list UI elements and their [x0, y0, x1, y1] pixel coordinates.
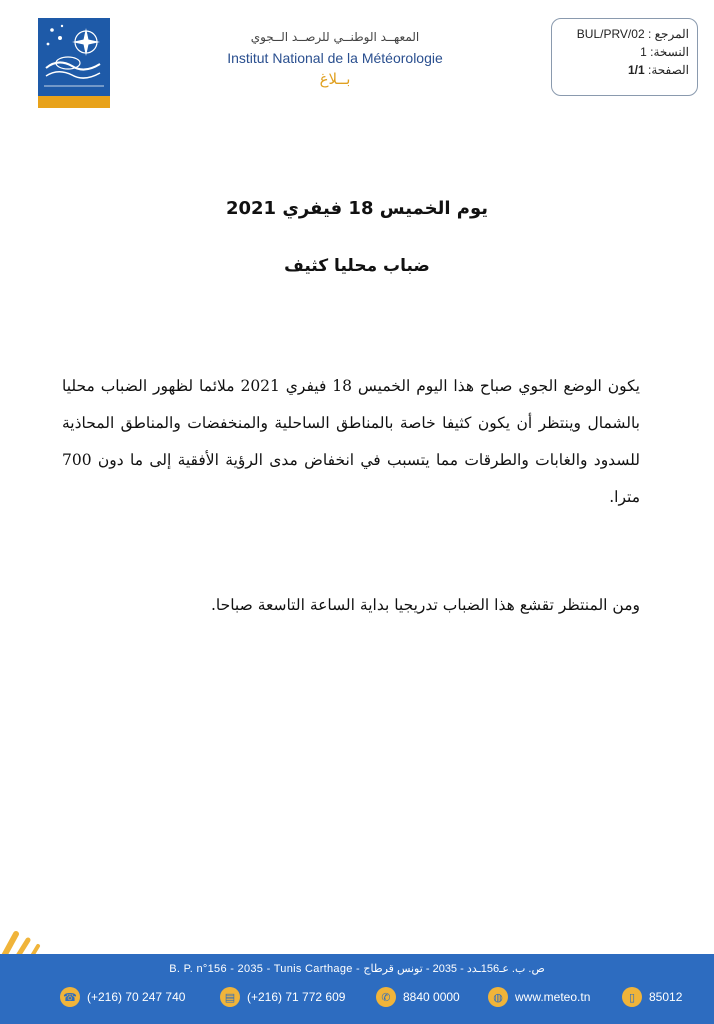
bulletin-body: يكون الوضع الجوي صباح هذا اليوم الخميس 18 فيفري 2021 ملائما لظهور الضباب محليا بالشمال وينتظر أن يكون كثيفا خاصة بالمناطق الساحلية والمنخفضات والمناطق المحاذية للسدود والغابات والطرقات مما يتسبب في انخفاض مدى الرؤية الأفقية إلى ما دون 700 مترا. — [62, 377, 640, 506]
copy-value: 1 — [640, 45, 647, 59]
phone-icon: ☎ — [60, 987, 80, 1007]
compass-rose-icon — [38, 18, 110, 108]
ref-row — [577, 27, 689, 41]
ref-label: المرجع : — [647, 27, 689, 41]
fax-number: (+216) 71 772 609 — [247, 990, 346, 1004]
fax-icon: ▤ — [220, 987, 240, 1007]
document-type: بــلاغ — [319, 70, 351, 88]
website-link[interactable]: www.meteo.tn — [515, 990, 591, 1004]
reference-box — [551, 18, 698, 96]
globe-icon: ◍ — [488, 987, 508, 1007]
copy-label: النسخة: — [650, 45, 689, 59]
contact-website[interactable] — [488, 986, 590, 1008]
page-row — [628, 63, 689, 77]
sms-number: 85012 — [649, 990, 683, 1004]
ref-value: BUL/PRV/02 — [576, 27, 645, 41]
bulletin-closing: ومن المنتظر تقشع هذا الضباب تدريجيا بداية الساعة التاسعة صباحا. — [210, 596, 640, 614]
contact-list — [0, 982, 714, 1012]
hotline-icon: ✆ — [376, 987, 396, 1007]
page-value: 1/1 — [627, 63, 645, 77]
institute-name-arabic: المعهــد الوطنــي للرصــد الــجوي — [250, 30, 420, 44]
page-label: الصفحة: — [648, 63, 689, 77]
phone-number: (+216) 70 247 740 — [87, 990, 186, 1004]
copy-row — [640, 45, 689, 59]
contact-hotline — [376, 986, 460, 1008]
institute-logo — [38, 18, 110, 108]
contact-sms — [622, 986, 682, 1008]
bulletin-title: ضباب محليا كثيف — [284, 256, 430, 276]
footer-bar — [0, 954, 714, 1024]
contact-fax — [220, 986, 345, 1008]
hotline-number: 8840 0000 — [403, 990, 460, 1004]
postal-address: B. P. n°156 - 2035 - Tunis Carthage - ص. ب. عـ156ـدد - 2035 - تونس قرطاج — [169, 963, 545, 975]
contact-phone — [60, 986, 185, 1008]
mobile-icon: ▯ — [622, 987, 642, 1007]
bulletin-date: يوم الخميس 18 فيفري 2021 — [225, 198, 489, 219]
institute-name-french: Institut National de la Météorologie — [227, 50, 443, 66]
